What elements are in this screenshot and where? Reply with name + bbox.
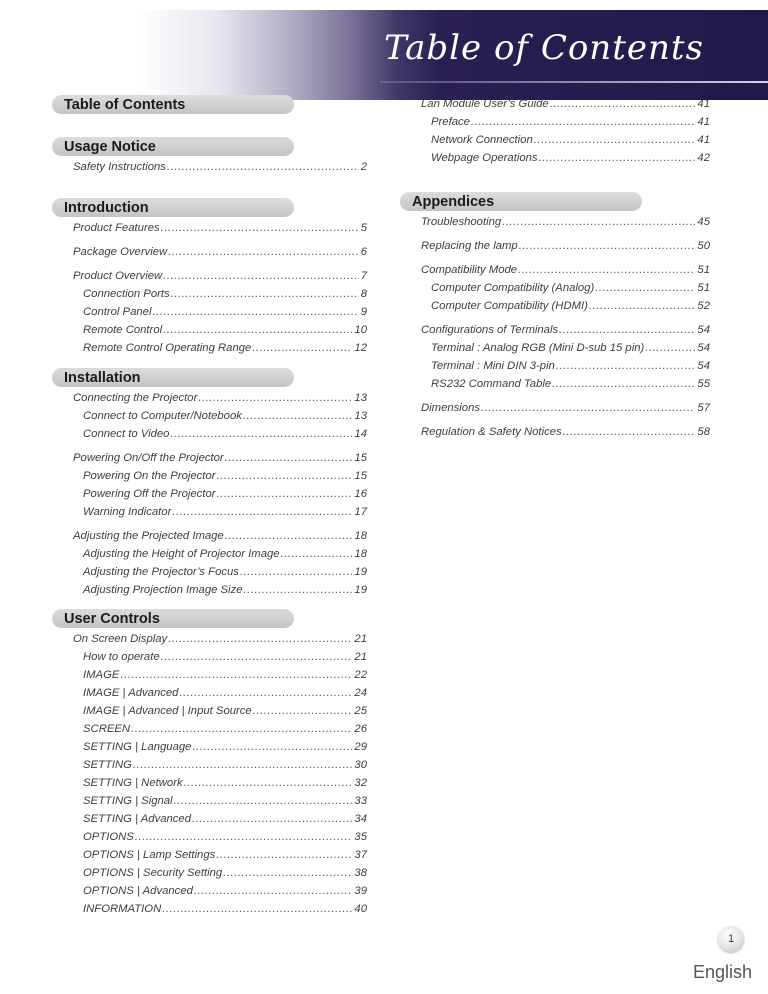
dot-leader bbox=[163, 321, 352, 339]
toc-entry-page: 41 bbox=[697, 134, 710, 146]
toc-entry-title: Connecting the Projector bbox=[73, 392, 198, 404]
dot-leader bbox=[131, 720, 352, 738]
toc-entry-title: OPTIONS | Security Setting bbox=[83, 867, 223, 879]
toc-entry-setting-signal[interactable] bbox=[52, 792, 367, 810]
toc-entry-product-features[interactable] bbox=[52, 219, 367, 237]
toc-entry-connect-to-computer-notebook[interactable] bbox=[52, 407, 367, 425]
toc-entry-title: Lan Module User’s Guide bbox=[421, 98, 549, 110]
dot-leader bbox=[172, 503, 352, 521]
toc-entry-page: 40 bbox=[354, 903, 367, 915]
dot-leader bbox=[162, 900, 352, 918]
section-heading: Introduction bbox=[52, 198, 294, 217]
dot-leader bbox=[167, 158, 359, 176]
toc-entry-page: 18 bbox=[354, 530, 367, 542]
dot-leader bbox=[168, 243, 359, 261]
toc-entry-connect-to-video[interactable] bbox=[52, 425, 367, 443]
dot-leader bbox=[194, 882, 353, 900]
dot-leader bbox=[240, 563, 352, 581]
toc-entry-title: Adjusting the Height of Projector Image bbox=[83, 548, 280, 560]
toc-entry-powering-on-the-projector[interactable] bbox=[52, 467, 367, 485]
toc-entry-package-overview[interactable] bbox=[52, 243, 367, 261]
toc-entry-title: SETTING bbox=[83, 759, 132, 771]
dot-leader bbox=[563, 423, 696, 441]
toc-entry-warning-indicator[interactable] bbox=[52, 503, 367, 521]
toc-section bbox=[52, 137, 367, 176]
toc-entry-title: SCREEN bbox=[83, 723, 131, 735]
toc-entry-page: 41 bbox=[697, 98, 710, 110]
toc-entry-title: SETTING | Language bbox=[83, 741, 192, 753]
toc-entry-page: 39 bbox=[354, 885, 367, 897]
toc-entry-title: Adjusting the Projector’s Focus bbox=[83, 566, 239, 578]
section-heading: Appendices bbox=[400, 192, 642, 211]
toc-entry-page: 26 bbox=[354, 723, 367, 735]
toc-entry-title: OPTIONS | Advanced bbox=[83, 885, 193, 897]
toc-entry-computer-compatibility-hdmi[interactable] bbox=[400, 297, 710, 315]
toc-entry-image-advanced-input-source[interactable] bbox=[52, 702, 367, 720]
toc-entry-information[interactable] bbox=[52, 900, 367, 918]
toc-entry-page: 2 bbox=[360, 161, 367, 173]
dot-leader bbox=[645, 339, 695, 357]
toc-entry-image[interactable] bbox=[52, 666, 367, 684]
toc-entry-title: Troubleshooting bbox=[421, 216, 502, 228]
toc-entry-page: 52 bbox=[697, 300, 710, 312]
toc-section bbox=[400, 192, 710, 441]
toc-entry-adjusting-the-height-of-projector-image[interactable] bbox=[52, 545, 367, 563]
toc-entry-page: 14 bbox=[354, 428, 367, 440]
dot-leader bbox=[502, 213, 695, 231]
toc-entry-page: 54 bbox=[697, 360, 710, 372]
toc-entry-page: 5 bbox=[360, 222, 367, 234]
toc-entry-options[interactable] bbox=[52, 828, 367, 846]
toc-entry-page: 58 bbox=[697, 426, 710, 438]
toc-entry-page: 19 bbox=[354, 566, 367, 578]
toc-entry-page: 13 bbox=[354, 392, 367, 404]
toc-entry-page: 9 bbox=[360, 306, 367, 318]
toc-entry-page: 34 bbox=[354, 813, 367, 825]
toc-entry-title: Powering Off the Projector bbox=[83, 488, 216, 500]
toc-entry-product-overview[interactable] bbox=[52, 267, 367, 285]
dot-leader bbox=[281, 545, 353, 563]
toc-entry-image-advanced[interactable] bbox=[52, 684, 367, 702]
toc-entry-page: 45 bbox=[697, 216, 710, 228]
toc-entry-page: 55 bbox=[697, 378, 710, 390]
dot-leader bbox=[184, 774, 353, 792]
dot-leader bbox=[192, 738, 352, 756]
toc-entry-title: Adjusting Projection Image Size bbox=[83, 584, 243, 596]
dot-leader bbox=[519, 237, 696, 255]
section-heading: Installation bbox=[52, 368, 294, 387]
toc-entry-page: 15 bbox=[354, 470, 367, 482]
dot-leader bbox=[152, 303, 358, 321]
dot-leader bbox=[198, 389, 352, 407]
toc-entry-title: OPTIONS bbox=[83, 831, 134, 843]
toc-entry-troubleshooting[interactable] bbox=[400, 213, 710, 231]
page-number-badge: 1 bbox=[718, 926, 744, 952]
toc-section bbox=[52, 95, 367, 116]
toc-entry-title: Terminal : Analog RGB (Mini D-sub 15 pin) bbox=[431, 342, 645, 354]
toc-entry-remote-control-operating-range[interactable] bbox=[52, 339, 367, 357]
dot-leader bbox=[552, 375, 695, 393]
toc-entry-preface[interactable] bbox=[400, 113, 710, 131]
toc-entry-page: 15 bbox=[354, 452, 367, 464]
header-rule bbox=[380, 81, 768, 83]
toc-section bbox=[400, 95, 710, 167]
toc-entry-webpage-operations[interactable] bbox=[400, 149, 710, 167]
toc-entry-page: 19 bbox=[354, 584, 367, 596]
page-title: Table of Contents bbox=[384, 28, 704, 68]
dot-leader bbox=[595, 279, 695, 297]
toc-entry-title: Terminal : Mini DIN 3-pin bbox=[431, 360, 555, 372]
toc-entry-page: 57 bbox=[697, 402, 710, 414]
dot-leader bbox=[171, 285, 359, 303]
toc-entry-title: Replacing the lamp bbox=[421, 240, 518, 252]
dot-leader bbox=[559, 321, 695, 339]
toc-entry-title: IMAGE bbox=[83, 669, 120, 681]
toc-entry-page: 32 bbox=[354, 777, 367, 789]
toc-entry-computer-compatibility-analog[interactable] bbox=[400, 279, 710, 297]
dot-leader bbox=[244, 581, 353, 599]
toc-entry-on-screen-display[interactable] bbox=[52, 630, 367, 648]
toc-entry-title: SETTING | Advanced bbox=[83, 813, 191, 825]
toc-entry-page: 35 bbox=[354, 831, 367, 843]
toc-entry-title: Product Features bbox=[73, 222, 160, 234]
toc-entry-options-advanced[interactable] bbox=[52, 882, 367, 900]
dot-leader bbox=[163, 267, 359, 285]
dot-leader bbox=[179, 684, 352, 702]
toc-entry-terminal-mini-din-3-pin[interactable] bbox=[400, 357, 710, 375]
toc-entry-title: Powering On the Projector bbox=[83, 470, 216, 482]
toc-entry-title: Dimensions bbox=[421, 402, 481, 414]
dot-leader bbox=[223, 864, 352, 882]
toc-entry-options-lamp-settings[interactable] bbox=[52, 846, 367, 864]
toc-entry-page: 51 bbox=[697, 264, 710, 276]
toc-entry-title: Warning Indicator bbox=[83, 506, 172, 518]
dot-leader bbox=[471, 113, 695, 131]
toc-entry-page: 18 bbox=[354, 548, 367, 560]
toc-entry-page: 24 bbox=[354, 687, 367, 699]
toc-entry-setting-advanced[interactable] bbox=[52, 810, 367, 828]
dot-leader bbox=[253, 702, 353, 720]
toc-entry-page: 37 bbox=[354, 849, 367, 861]
dot-leader bbox=[539, 149, 696, 167]
toc-entry-adjusting-projection-image-size[interactable] bbox=[52, 581, 367, 599]
toc-entry-page: 50 bbox=[697, 240, 710, 252]
toc-entry-page: 29 bbox=[354, 741, 367, 753]
toc-entry-connecting-the-projector[interactable] bbox=[52, 389, 367, 407]
toc-entry-screen[interactable] bbox=[52, 720, 367, 738]
toc-entry-title: Connect to Computer/Notebook bbox=[83, 410, 242, 422]
toc-entry-page: 33 bbox=[354, 795, 367, 807]
section-heading: Table of Contents bbox=[52, 95, 294, 114]
dot-leader bbox=[217, 485, 353, 503]
toc-entry-title: Network Connection bbox=[431, 134, 533, 146]
toc-entry-title: INFORMATION bbox=[83, 903, 162, 915]
toc-entry-title: Product Overview bbox=[73, 270, 163, 282]
toc-entry-title: Remote Control bbox=[83, 324, 163, 336]
section-heading: Usage Notice bbox=[52, 137, 294, 156]
toc-entry-adjusting-the-projector-s-focus[interactable] bbox=[52, 563, 367, 581]
dot-leader bbox=[217, 467, 353, 485]
toc-entry-page: 42 bbox=[697, 152, 710, 164]
toc-entry-page: 54 bbox=[697, 342, 710, 354]
dot-leader bbox=[174, 792, 353, 810]
dot-leader bbox=[120, 666, 352, 684]
toc-entry-options-security-setting[interactable] bbox=[52, 864, 367, 882]
toc-section bbox=[52, 198, 367, 357]
toc-entry-adjusting-the-projected-image[interactable] bbox=[52, 527, 367, 545]
toc-entry-title: Computer Compatibility (Analog) bbox=[431, 282, 595, 294]
toc-entry-safety-instructions[interactable] bbox=[52, 158, 367, 176]
toc-entry-title: RS232 Command Table bbox=[431, 378, 552, 390]
toc-entry-page: 13 bbox=[354, 410, 367, 422]
toc-entry-powering-on-off-the-projector[interactable] bbox=[52, 449, 367, 467]
section-heading: User Controls bbox=[52, 609, 294, 628]
toc-entry-page: 21 bbox=[354, 633, 367, 645]
dot-leader bbox=[135, 828, 353, 846]
toc-entry-page: 17 bbox=[354, 506, 367, 518]
dot-leader bbox=[550, 95, 696, 113]
toc-entry-powering-off-the-projector[interactable] bbox=[52, 485, 367, 503]
dot-leader bbox=[518, 261, 695, 279]
toc-entry-title: Powering On/Off the Projector bbox=[73, 452, 224, 464]
toc-entry-control-panel[interactable] bbox=[52, 303, 367, 321]
toc-entry-title: Computer Compatibility (HDMI) bbox=[431, 300, 588, 312]
toc-entry-title: Adjusting the Projected Image bbox=[73, 530, 224, 542]
toc-entry-page: 51 bbox=[697, 282, 710, 294]
toc-entry-title: Webpage Operations bbox=[431, 152, 538, 164]
toc-entry-title: SETTING | Network bbox=[83, 777, 183, 789]
toc-entry-title: Connection Ports bbox=[83, 288, 170, 300]
dot-leader bbox=[216, 846, 352, 864]
toc-entry-page: 8 bbox=[360, 288, 367, 300]
toc-entry-page: 30 bbox=[354, 759, 367, 771]
dot-leader bbox=[225, 527, 353, 545]
toc-entry-title: IMAGE | Advanced | Input Source bbox=[83, 705, 252, 717]
toc-entry-title: Compatibility Mode bbox=[421, 264, 518, 276]
toc-entry-page: 7 bbox=[360, 270, 367, 282]
toc-entry-title: Preface bbox=[431, 116, 470, 128]
toc-entry-remote-control[interactable] bbox=[52, 321, 367, 339]
dot-leader bbox=[133, 756, 352, 774]
dot-leader bbox=[161, 648, 353, 666]
toc-entry-title: Package Overview bbox=[73, 246, 168, 258]
toc-entry-how-to-operate[interactable] bbox=[52, 648, 367, 666]
dot-leader bbox=[556, 357, 696, 375]
toc-entry-page: 22 bbox=[354, 669, 367, 681]
toc-section bbox=[52, 368, 367, 599]
toc-entry-title: SETTING | Signal bbox=[83, 795, 173, 807]
toc-section bbox=[52, 609, 367, 918]
toc-entry-title: Configurations of Terminals bbox=[421, 324, 559, 336]
toc-entry-title: On Screen Display bbox=[73, 633, 168, 645]
toc-entry-page: 6 bbox=[360, 246, 367, 258]
toc-entry-setting-language[interactable] bbox=[52, 738, 367, 756]
toc-entry-page: 16 bbox=[354, 488, 367, 500]
toc-entry-setting-network[interactable] bbox=[52, 774, 367, 792]
language-label: English bbox=[692, 962, 752, 982]
toc-entry-title: Safety Instructions bbox=[73, 161, 166, 173]
toc-entry-title: Control Panel bbox=[83, 306, 152, 318]
dot-leader bbox=[481, 399, 695, 417]
dot-leader bbox=[252, 339, 352, 357]
dot-leader bbox=[168, 630, 352, 648]
toc-entry-network-connection[interactable] bbox=[400, 131, 710, 149]
toc-entry-page: 12 bbox=[354, 342, 367, 354]
toc-entry-rs232-command-table[interactable] bbox=[400, 375, 710, 393]
toc-entry-lan-module-user-s-guide[interactable] bbox=[400, 95, 710, 113]
toc-entry-page: 38 bbox=[354, 867, 367, 879]
toc-entry-compatibility-mode[interactable] bbox=[400, 261, 710, 279]
dot-leader bbox=[170, 425, 352, 443]
toc-entry-configurations-of-terminals[interactable] bbox=[400, 321, 710, 339]
dot-leader bbox=[534, 131, 696, 149]
toc-entry-page: 54 bbox=[697, 324, 710, 336]
toc-entry-setting[interactable] bbox=[52, 756, 367, 774]
toc-entry-title: Regulation & Safety Notices bbox=[421, 426, 562, 438]
toc-entry-terminal-analog-rgb-mini-d-sub-15-pin[interactable] bbox=[400, 339, 710, 357]
toc-entry-dimensions[interactable] bbox=[400, 399, 710, 417]
toc-entry-page: 21 bbox=[354, 651, 367, 663]
toc-entry-regulation-safety-notices[interactable] bbox=[400, 423, 710, 441]
toc-entry-connection-ports[interactable] bbox=[52, 285, 367, 303]
dot-leader bbox=[243, 407, 353, 425]
toc-entry-page: 25 bbox=[354, 705, 367, 717]
toc-entry-title: IMAGE | Advanced bbox=[83, 687, 179, 699]
toc-entry-page: 10 bbox=[354, 324, 367, 336]
toc-entry-title: How to operate bbox=[83, 651, 160, 663]
toc-entry-title: OPTIONS | Lamp Settings bbox=[83, 849, 216, 861]
toc-entry-title: Connect to Video bbox=[83, 428, 170, 440]
toc-entry-title: Remote Control Operating Range bbox=[83, 342, 252, 354]
dot-leader bbox=[161, 219, 359, 237]
toc-entry-replacing-the-lamp[interactable] bbox=[400, 237, 710, 255]
toc-entry-page: 41 bbox=[697, 116, 710, 128]
dot-leader bbox=[192, 810, 352, 828]
dot-leader bbox=[589, 297, 695, 315]
dot-leader bbox=[225, 449, 353, 467]
